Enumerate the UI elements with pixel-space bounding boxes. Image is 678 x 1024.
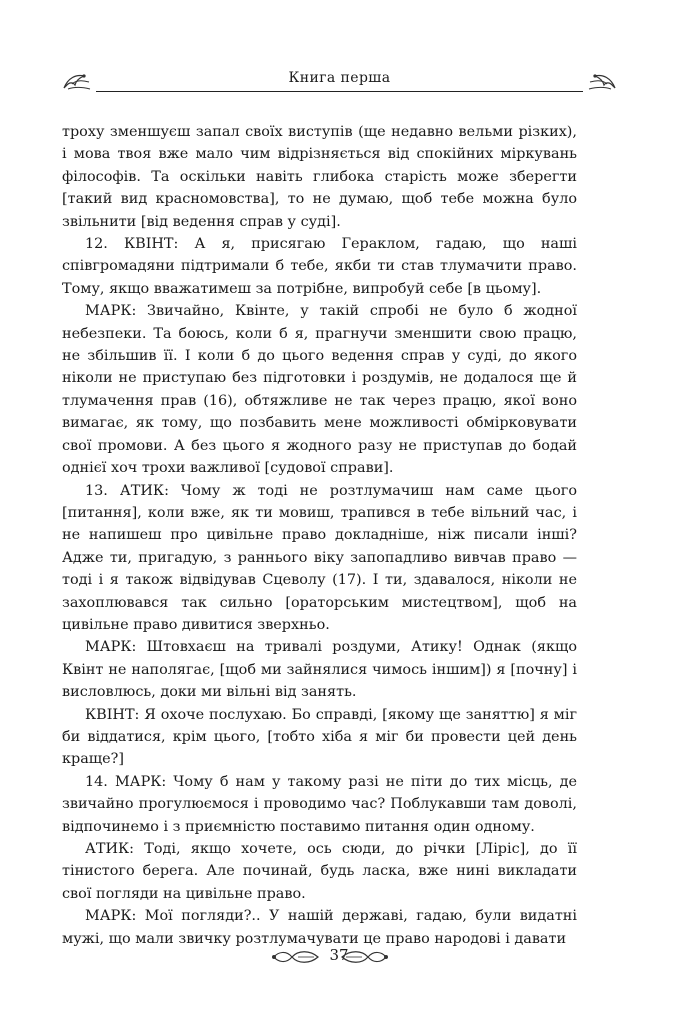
paragraph: троху зменшуєш запал своїх виступів (ще недавно вельми різких), і мова твоя вже мало чим відрізняється від спокійних міркувань філософів. Та оскільки навіть глибока старість може зберегти [такий вид красномовства], то не думаю, щоб тебе можна було звільнити [від ведення справ у суді].	[62, 124, 577, 230]
page-footer	[0, 944, 678, 970]
paragraph: 14. МАРК: Чому б нам у такому разі не піти до тих місць, де звичайно прогулюємося і проводимо час? Поблукавши там доволі, відпочинемо і з приємністю поставимо питання один одному.	[62, 773, 577, 835]
paragraph: АТИК: Тоді, якщо хочете, ось сюди, до річки [Ліріс], до її тінистого берега. Але починай, будь ласка, вже нині викладати свої погляди на цивільне право.	[62, 841, 577, 902]
paragraph: МАРК: Штовхаєш на тривалі роздуми, Атику! Однак (якщо Квінт не наполягає, [щоб ми зайнялися чимось іншим]) я [почну] і висловлюсь, доки ми вільні від занять.	[62, 639, 577, 701]
paragraph: МАРК: Звичайно, Квінте, у такій спробі не було б жодної небезпеки. Та боюсь, коли б я, прагнучи зменшити свою працю, не збільшив її. І коли б до цього ведення справ у суді, до якого ніколи не приступаю без підготовки і роздумів, не додалося ще й тлумачення прав (16), обтяжливе не так через працю, якої воно вимагає, як тому, що позбавить мене можливості обмірковувати свої промови. А без цього я жодного разу не приступав до бодай однієї хоч трохи важливої [судової справи].	[62, 303, 577, 477]
page-number: 37	[329, 946, 349, 964]
paragraph: МАРК: Мої погляди?.. У нашій державі, гадаю, були видатні мужі, що мали звичку розтлумачувати це право народові і давати	[62, 908, 577, 947]
paragraph: 12. КВІНТ: А я, присягаю Гераклом, гадаю, що наші співгромадяни підтримали б тебе, якби ти став тлумачити право. Тому, якщо вважатимеш за потрібне, випробуй себе [в цьому].	[62, 236, 577, 297]
leaf-ornament-icon	[587, 68, 617, 92]
header-rule	[96, 91, 583, 92]
running-header	[62, 64, 617, 98]
scroll-ornament-icon	[340, 946, 392, 968]
header-title: Книга перша	[288, 70, 391, 86]
paragraph: КВІНТ: Я охоче послухаю. Бо справді, [якому ще заняттю] я міг би віддатися, крім цього, [тобто хіба я міг би провести цей день краще?]	[62, 706, 577, 768]
main-text	[62, 121, 577, 950]
paragraph: 13. АТИК: Чому ж тоді не розтлумачиш нам саме цього [питання], коли вже, як ти мовиш, трапився в тебе вільний час, і не напишеш про цивільне право докладніше, ніж писали інші? Адже ти, пригадую, з раннього віку запопадливо вивчав право — тоді і я також відвідував Сцеволу (17). І ти, здавалося, ніколи не захоплювався так сильно [ораторським мистецтвом], щоб на цивільне право дивитися зверхньо.	[62, 482, 577, 633]
